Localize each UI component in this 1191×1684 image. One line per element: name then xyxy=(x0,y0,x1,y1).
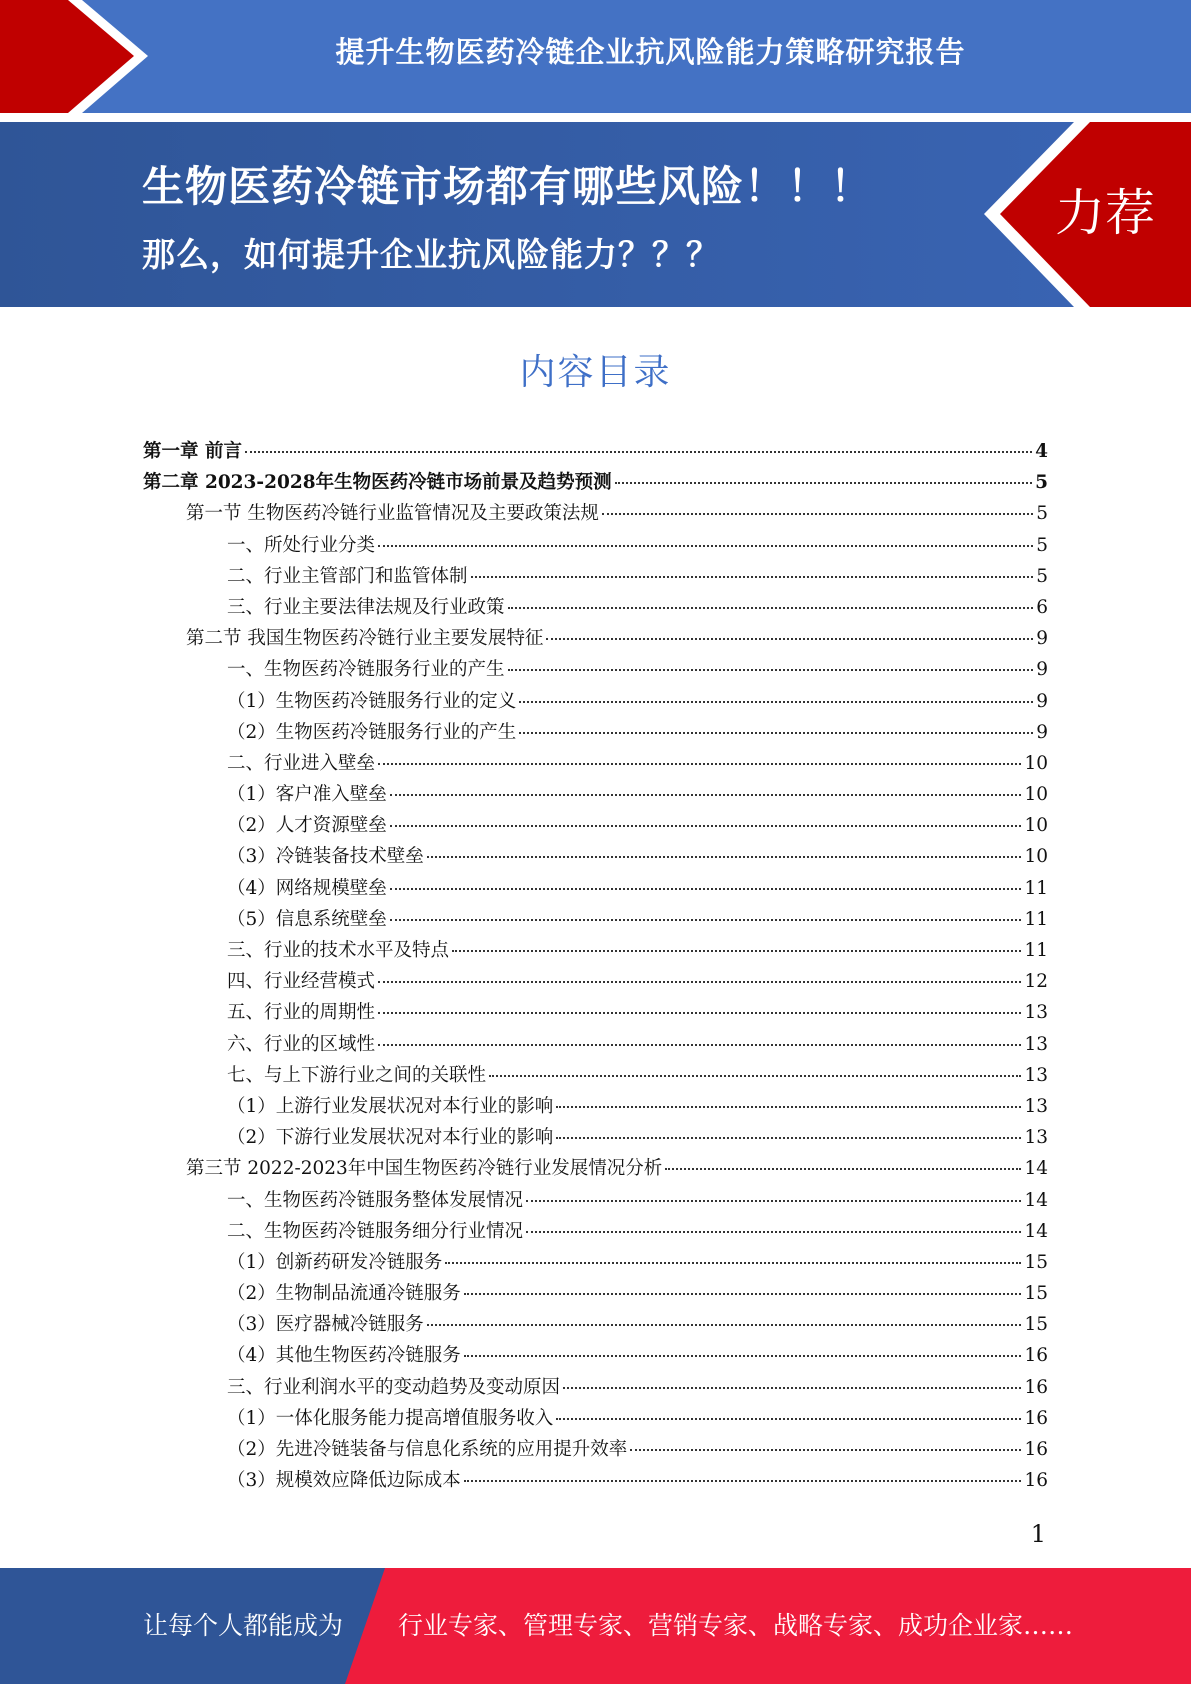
toc-leader-dots xyxy=(390,919,1022,921)
toc-entry-page: 13 xyxy=(1024,1127,1048,1149)
toc-entry[interactable] xyxy=(143,1092,1048,1123)
toc-entry-page: 13 xyxy=(1024,1002,1048,1024)
toc-leader-dots xyxy=(378,1012,1021,1014)
banner-subheadline: 那么，如何提升企业抗风险能力？？？ xyxy=(142,235,720,274)
toc-leader-dots xyxy=(519,701,1033,703)
toc-entry[interactable] xyxy=(143,1217,1048,1248)
banner xyxy=(0,122,1191,307)
toc-leader-dots xyxy=(427,856,1022,858)
toc-leader-dots xyxy=(452,950,1021,952)
toc-entry-page: 13 xyxy=(1024,1064,1048,1086)
toc-entry-title: （2）生物医药冷链服务行业的产生 xyxy=(227,721,517,743)
toc-entry-title: 三、行业的技术水平及特点 xyxy=(227,940,450,961)
toc-entry-page: 10 xyxy=(1024,784,1048,806)
toc-entry-title: 一、生物医药冷链服务整体发展情况 xyxy=(227,1189,524,1211)
toc-leader-dots xyxy=(471,576,1034,578)
toc-entry[interactable] xyxy=(143,437,1048,468)
toc-entry[interactable] xyxy=(143,1279,1048,1310)
toc-entry-title: 四、行业经营模式 xyxy=(227,971,376,993)
toc-entry-page: 5 xyxy=(1035,472,1048,494)
toc-entry-title: 七、与上下游行业之间的关联性 xyxy=(227,1064,487,1086)
toc-entry-title: 三、行业主要法律法规及行业政策 xyxy=(227,596,505,618)
page-number: 1 xyxy=(1030,1520,1046,1548)
toc-leader-dots xyxy=(556,1137,1021,1139)
toc-entry-title: 第二章 2023-2028年生物医药冷链市场前景及趋势预测 xyxy=(143,472,612,494)
toc-entry[interactable] xyxy=(143,687,1048,718)
toc-entry-title: 第一章 前言 xyxy=(143,441,242,462)
toc-entry-page: 16 xyxy=(1024,1439,1048,1460)
toc-entry-title: （1）上游行业发展状况对本行业的影响 xyxy=(227,1095,554,1117)
toc-entry[interactable] xyxy=(143,1404,1048,1435)
toc-leader-dots xyxy=(445,1262,1021,1264)
toc-entry-title: 第三节 2022-2023年中国生物医药冷链行业发展情况分析 xyxy=(186,1158,663,1180)
toc-heading: 内容目录 xyxy=(519,352,672,393)
toc-entry[interactable] xyxy=(143,874,1048,905)
toc-entry[interactable] xyxy=(143,1373,1048,1404)
recommend-badge: 力荐 xyxy=(1055,184,1155,242)
toc-entry-page: 16 xyxy=(1024,1345,1048,1367)
toc-leader-dots xyxy=(390,825,1022,827)
toc-entry-page: 14 xyxy=(1024,1189,1048,1211)
toc-entry-title: （3）冷链装备技术壁垒 xyxy=(227,846,424,868)
toc-leader-dots xyxy=(630,1449,1021,1451)
toc-leader-dots xyxy=(665,1168,1021,1170)
toc-entry-page: 10 xyxy=(1024,846,1048,868)
toc-entry[interactable] xyxy=(143,1435,1048,1466)
toc-entry-title: （4）其他生物医药冷链服务 xyxy=(227,1345,461,1367)
toc-entry-title: （1）创新药研发冷链服务 xyxy=(227,1251,443,1273)
toc-leader-dots xyxy=(526,1231,1021,1233)
toc-entry[interactable] xyxy=(143,468,1048,499)
report-title: 提升生物医药冷链企业抗风险能力策略研究报告 xyxy=(335,35,966,69)
toc-leader-dots xyxy=(378,981,1021,983)
toc-entry-page: 11 xyxy=(1024,940,1048,961)
toc-entry-page: 9 xyxy=(1036,690,1048,712)
toc-entry-title: 二、行业主管部门和监管体制 xyxy=(227,565,468,587)
toc-entry-page: 9 xyxy=(1036,628,1048,650)
toc-entry-title: （1）客户准入壁垒 xyxy=(227,784,387,806)
top-header xyxy=(0,0,1191,113)
toc-entry-page: 10 xyxy=(1024,752,1048,774)
toc-leader-dots xyxy=(526,1200,1021,1202)
toc-entry[interactable] xyxy=(143,936,1048,967)
toc-entry-title: 二、生物医药冷链服务细分行业情况 xyxy=(227,1220,524,1242)
footer-slogan-left: 让每个人都能成为 xyxy=(143,1611,344,1640)
toc-entry-page: 5 xyxy=(1036,503,1048,525)
toc-list xyxy=(143,437,1048,1497)
toc-leader-dots xyxy=(464,1480,1022,1482)
toc-leader-dots xyxy=(556,1418,1021,1420)
toc-entry[interactable] xyxy=(143,1154,1048,1185)
toc-entry-title: 三、行业利润水平的变动趋势及变动原因 xyxy=(227,1376,561,1398)
toc-entry[interactable] xyxy=(143,749,1048,780)
toc-entry[interactable] xyxy=(143,998,1048,1029)
toc-entry-page: 4 xyxy=(1035,441,1048,462)
toc-entry-title: （3）医疗器械冷链服务 xyxy=(227,1314,424,1336)
toc-entry[interactable] xyxy=(143,1030,1048,1061)
toc-entry-title: 第一节 生物医药冷链行业监管情况及主要政策法规 xyxy=(186,503,599,525)
toc-entry[interactable] xyxy=(143,1310,1048,1341)
toc-entry-page: 5 xyxy=(1036,534,1048,556)
footer-slogan-right: 行业专家、管理专家、营销专家、战略专家、成功企业家…… xyxy=(398,1611,1074,1640)
toc-entry-page: 12 xyxy=(1024,971,1048,993)
toc-entry[interactable] xyxy=(143,499,1048,530)
toc-entry-page: 16 xyxy=(1024,1470,1048,1492)
toc-entry-page: 11 xyxy=(1024,908,1048,930)
banner-headline: 生物医药冷链市场都有哪些风险！！！ xyxy=(142,162,874,211)
toc-entry-page: 15 xyxy=(1024,1283,1048,1305)
toc-entry-title: （2）人才资源壁垒 xyxy=(227,815,387,837)
toc-entry-title: （1）一体化服务能力提高增值服务收入 xyxy=(227,1407,554,1429)
toc-leader-dots xyxy=(378,763,1021,765)
toc-entry[interactable] xyxy=(143,593,1048,624)
toc-entry-page: 13 xyxy=(1024,1095,1048,1117)
toc-entry-title: （2）生物制品流通冷链服务 xyxy=(227,1283,461,1305)
toc-entry[interactable] xyxy=(143,1123,1048,1154)
toc-entry[interactable] xyxy=(143,1248,1048,1279)
toc-leader-dots xyxy=(546,638,1033,640)
toc-leader-dots xyxy=(508,607,1034,609)
toc-entry[interactable] xyxy=(143,842,1048,873)
toc-entry-title: 六、行业的区域性 xyxy=(227,1033,376,1055)
toc-leader-dots xyxy=(519,732,1033,734)
toc-leader-dots xyxy=(427,1324,1022,1326)
toc-entry[interactable] xyxy=(143,718,1048,749)
toc-leader-dots xyxy=(602,513,1033,515)
toc-entry-title: 一、所处行业分类 xyxy=(227,534,376,556)
toc-leader-dots xyxy=(378,545,1033,547)
toc-entry-page: 15 xyxy=(1024,1314,1048,1336)
toc-entry[interactable] xyxy=(143,531,1048,562)
toc-leader-dots xyxy=(556,1106,1021,1108)
toc-entry-title: 五、行业的周期性 xyxy=(227,1002,376,1024)
toc-entry-title: （5）信息系统壁垒 xyxy=(227,908,387,930)
toc-entry-page: 11 xyxy=(1024,877,1048,899)
toc-entry[interactable] xyxy=(143,1341,1048,1372)
toc-entry-title: （4）网络规模壁垒 xyxy=(227,877,387,899)
toc-entry[interactable] xyxy=(143,1466,1048,1497)
toc-entry[interactable] xyxy=(143,780,1048,811)
toc-leader-dots xyxy=(508,669,1034,671)
toc-entry-title: （2）下游行业发展状况对本行业的影响 xyxy=(227,1127,554,1149)
toc-entry-title: （2）先进冷链装备与信息化系统的应用提升效率 xyxy=(227,1439,628,1460)
toc-leader-dots xyxy=(245,451,1032,453)
toc-entry[interactable] xyxy=(143,655,1048,686)
toc-entry-page: 14 xyxy=(1024,1220,1048,1242)
toc-entry-page: 5 xyxy=(1036,565,1048,587)
toc-leader-dots xyxy=(464,1293,1022,1295)
toc-entry-page: 15 xyxy=(1024,1251,1048,1273)
toc-entry-page: 13 xyxy=(1024,1033,1048,1055)
toc-entry[interactable] xyxy=(143,562,1048,593)
toc-entry-page: 14 xyxy=(1024,1158,1048,1180)
toc-leader-dots xyxy=(390,794,1022,796)
toc-entry-page: 9 xyxy=(1036,659,1048,681)
toc-entry[interactable] xyxy=(143,811,1048,842)
toc-entry-title: （1）生物医药冷链服务行业的定义 xyxy=(227,690,517,712)
toc-entry-page: 16 xyxy=(1024,1407,1048,1429)
toc-entry[interactable] xyxy=(143,905,1048,936)
toc-entry-title: 一、生物医药冷链服务行业的产生 xyxy=(227,659,505,681)
toc-entry-page: 16 xyxy=(1024,1376,1048,1398)
toc-entry[interactable] xyxy=(143,1186,1048,1217)
toc-leader-dots xyxy=(563,1387,1021,1389)
toc-entry[interactable] xyxy=(143,624,1048,655)
toc-leader-dots xyxy=(464,1355,1022,1357)
toc-entry-page: 9 xyxy=(1036,721,1048,743)
toc-entry[interactable] xyxy=(143,967,1048,998)
toc-leader-dots xyxy=(390,888,1022,890)
toc-entry-page: 6 xyxy=(1036,596,1048,618)
toc-entry-page: 10 xyxy=(1024,815,1048,837)
toc-entry[interactable] xyxy=(143,1061,1048,1092)
toc-leader-dots xyxy=(378,1044,1021,1046)
toc-leader-dots xyxy=(615,482,1033,484)
toc-leader-dots xyxy=(489,1075,1021,1077)
toc-entry-title: （3）规模效应降低边际成本 xyxy=(227,1470,461,1492)
footer xyxy=(0,1568,1191,1684)
toc-entry-title: 二、行业进入壁垒 xyxy=(227,752,376,774)
toc-entry-title: 第二节 我国生物医药冷链行业主要发展特征 xyxy=(186,628,544,650)
